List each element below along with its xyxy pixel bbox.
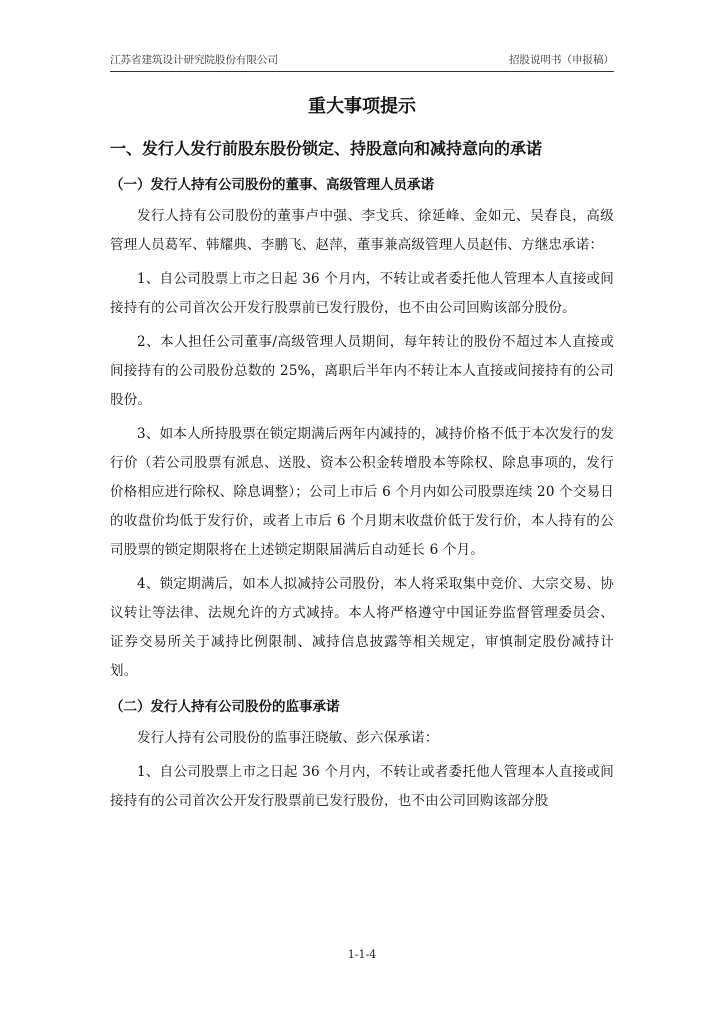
- page-number: 1-1-4: [347, 948, 377, 961]
- paragraph: 1、自公司股票上市之日起 36 个月内，不转让或者委托他人管理本人直接或间接持有的公司首次公开发行股票前已发行股份，也不由公司回购该部分股: [110, 764, 614, 809]
- paragraph: 2、本人担任公司董事/高级管理人员期间，每年转让的股份不超过本人直接或间接持有的公司股份总数的 25%，离职后半年内不转让本人直接或间接持有的公司股份。: [110, 334, 614, 408]
- section-heading: 一、发行人发行前股东股份锁定、持股意向和减持意向的承诺: [110, 139, 543, 158]
- paragraph: 4、锁定期满后，如本人拟减持公司股份，本人将采取集中竞价、大宗交易、协议转让等法律、法规允许的方式减持。本人将严格遵守中国证券监督管理委员会、证券交易所关于减持比例限制、减持信息披露等相关规定，审慎制定股份减持计划。: [110, 576, 614, 679]
- page-header: [110, 50, 614, 72]
- paragraph: 发行人持有公司股份的董事卢中强、李戈兵、徐延峰、金如元、吴春良，高级管理人员葛军、韩耀典、李鹏飞、赵萍，董事兼高级管理人员赵伟、方继忠承诺：: [110, 208, 614, 253]
- page-content: [110, 92, 614, 821]
- paragraph: 1、自公司股票上市之日起 36 个月内，不转让或者委托他人管理本人直接或间接持有的公司首次公开发行股票前已发行股份，也不由公司回购该部分股份。: [110, 271, 614, 316]
- paragraph: 3、如本人所持股票在锁定期满后两年内减持的，减持价格不低于本次发行的发行价（若公司股票有派息、送股、资本公积金转增股本等除权、除息事项的，发行价格相应进行除权、除息调整）；公司上市后 6 个月内如公司股票连续 20 个交易日的收盘价均低于发行价，或者上市后 6 个月期末收盘价低于发行价，本人持有的公司股票的锁定期限将在上述锁定期限届满后自动延长 6 个月。: [110, 426, 614, 558]
- subsection-heading-directors: （一）发行人持有公司股份的董事、高级管理人员承诺: [110, 177, 434, 193]
- header-company-name: 江苏省建筑设计研究院股份有限公司: [110, 54, 278, 66]
- paragraph: 发行人持有公司股份的监事汪晓敏、彭六保承诺：: [137, 730, 439, 746]
- page-title: 重大事项提示: [308, 96, 416, 117]
- header-document-type: 招股说明书（申报稿）: [509, 54, 614, 66]
- subsection-heading-supervisors: （二）发行人持有公司股份的监事承诺: [110, 699, 340, 715]
